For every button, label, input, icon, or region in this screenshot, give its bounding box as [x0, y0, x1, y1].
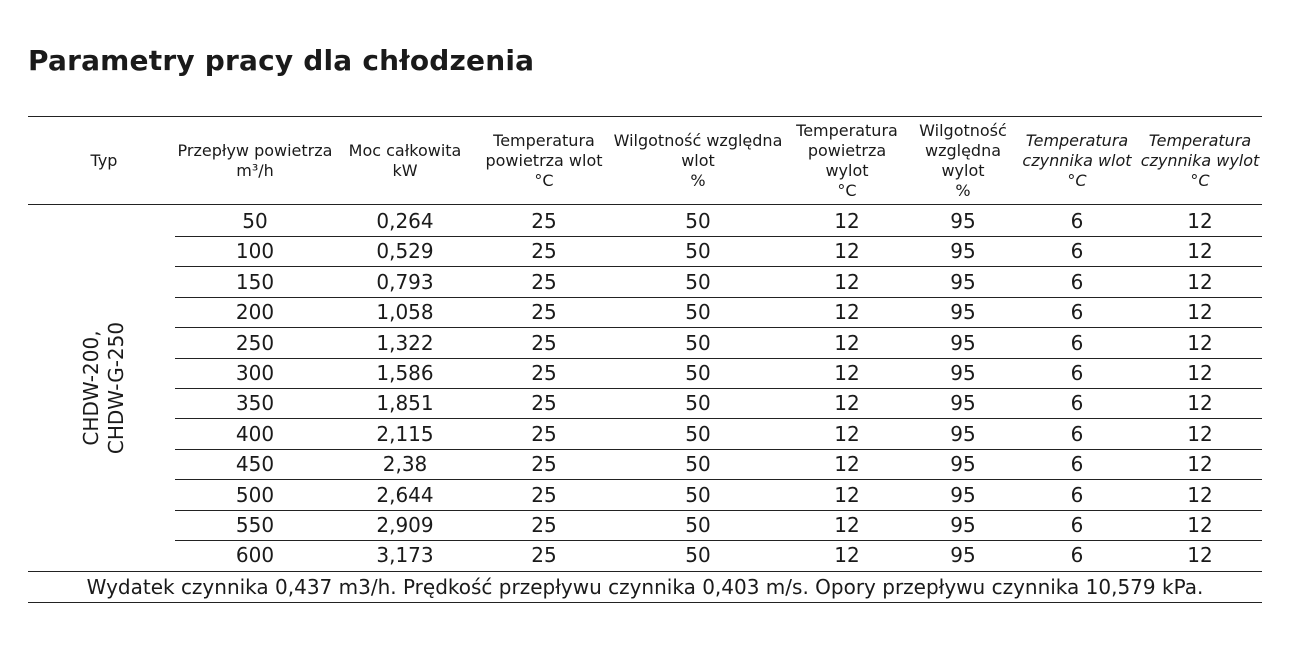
cell-humidity-out: 95 [950, 330, 976, 355]
cell-total-power: 1,851 [376, 391, 434, 416]
cell-coolant-temp-out: 12 [1187, 391, 1213, 416]
header-line: Temperatura [1148, 131, 1252, 150]
cell-humidity-out: 95 [950, 482, 976, 507]
cell-humidity-out: 95 [950, 209, 976, 233]
cell-total-power: 2,38 [382, 452, 428, 477]
cell-humidity-out: 95 [950, 543, 976, 568]
cell-air-temp-in: 25 [531, 452, 557, 477]
cell-air-flow: 550 [235, 513, 275, 537]
cell-air-temp-out: 12 [834, 239, 860, 264]
cell-air-temp-in: 25 [531, 239, 557, 264]
cell-air-temp-out: 12 [834, 269, 860, 294]
type-label-line: CHDW-200, [79, 330, 103, 446]
header-line: °C [534, 171, 554, 190]
header-line: Temperatura [796, 121, 898, 140]
cell-coolant-temp-in: 6 [1070, 239, 1084, 264]
cell-coolant-temp-in: 6 [1070, 513, 1084, 537]
table-row [175, 419, 1262, 449]
table-row [175, 388, 1262, 418]
cell-total-power: 3,173 [376, 543, 434, 568]
cell-air-flow: 600 [235, 543, 275, 568]
header-typ [64, 118, 144, 204]
cell-air-flow: 200 [235, 300, 275, 325]
table-row [175, 358, 1262, 388]
cell-coolant-temp-in: 6 [1070, 543, 1084, 568]
cell-air-flow: 350 [235, 391, 275, 416]
header-bottom-rule [28, 204, 1262, 205]
cell-air-temp-out: 12 [834, 300, 860, 325]
cell-humidity-out: 95 [950, 513, 976, 537]
header-line: m³/h [236, 161, 274, 180]
header-line: wylot [941, 161, 985, 180]
cell-humidity-in: 50 [685, 269, 711, 294]
cell-coolant-temp-in: 6 [1070, 300, 1084, 325]
table-row [175, 206, 1262, 236]
type-label-line: CHDW-G-250 [104, 321, 128, 455]
cell-humidity-in: 50 [685, 300, 711, 325]
table-row [175, 297, 1262, 327]
cell-air-flow: 300 [235, 361, 275, 385]
header-line: % [690, 171, 706, 190]
header-line: Moc całkowita [348, 141, 462, 160]
table-top-rule [28, 116, 1262, 117]
header-line: czynnika wylot [1140, 151, 1260, 170]
cell-coolant-temp-in: 6 [1070, 482, 1084, 507]
table-footer-note: Wydatek czynnika 0,437 m3/h. Prędkość przepływu czynnika 0,403 m/s. Opory przepływu czynnika 10,579 kPa. [86, 575, 1204, 599]
cell-coolant-temp-out: 12 [1187, 300, 1213, 325]
cell-air-temp-out: 12 [834, 209, 860, 233]
table-row [175, 236, 1262, 266]
cell-air-flow: 150 [235, 269, 275, 294]
cell-coolant-temp-out: 12 [1187, 452, 1213, 477]
cell-total-power: 0,793 [376, 269, 434, 294]
cell-coolant-temp-in: 6 [1070, 421, 1084, 446]
header-moc-calkowita [340, 118, 470, 204]
header-line: powietrza [807, 141, 887, 160]
cell-total-power: 1,058 [376, 300, 434, 325]
cell-air-flow: 250 [235, 330, 275, 355]
cell-total-power: 0,529 [376, 239, 434, 264]
cell-coolant-temp-out: 12 [1187, 543, 1213, 568]
header-line: Typ [90, 151, 118, 170]
cell-air-temp-in: 25 [531, 361, 557, 385]
header-line: Wilgotność [919, 121, 1007, 140]
cell-coolant-temp-out: 12 [1187, 239, 1213, 264]
cell-coolant-temp-out: 12 [1187, 421, 1213, 446]
cell-air-temp-in: 25 [531, 421, 557, 446]
type-cell [64, 205, 144, 571]
cell-air-flow: 500 [235, 482, 275, 507]
cell-air-temp-out: 12 [834, 391, 860, 416]
cell-humidity-in: 50 [685, 513, 711, 537]
cell-air-temp-out: 12 [834, 361, 860, 385]
cell-air-temp-out: 12 [834, 330, 860, 355]
cell-humidity-out: 95 [950, 239, 976, 264]
cell-air-temp-out: 12 [834, 452, 860, 477]
table-row [175, 540, 1262, 570]
cell-coolant-temp-out: 12 [1187, 513, 1213, 537]
cell-air-flow: 100 [235, 239, 275, 264]
footer-bottom-rule [28, 602, 1262, 603]
cell-humidity-out: 95 [950, 391, 976, 416]
cell-coolant-temp-in: 6 [1070, 452, 1084, 477]
cell-air-temp-in: 25 [531, 482, 557, 507]
cell-air-temp-out: 12 [834, 543, 860, 568]
cell-coolant-temp-in: 6 [1070, 361, 1084, 385]
cell-air-temp-in: 25 [531, 513, 557, 537]
cell-coolant-temp-out: 12 [1187, 361, 1213, 385]
table-row [175, 510, 1262, 540]
page-title: Parametry pracy dla chłodzenia [28, 44, 535, 77]
cell-humidity-in: 50 [685, 361, 711, 385]
header-line: °C [1190, 171, 1210, 190]
cell-air-flow: 450 [235, 452, 275, 477]
cell-air-temp-in: 25 [531, 209, 557, 233]
cell-humidity-out: 95 [950, 452, 976, 477]
header-wilgotnosc-wlot [610, 118, 786, 204]
cell-air-flow: 400 [235, 421, 275, 446]
cell-humidity-in: 50 [685, 239, 711, 264]
cell-humidity-out: 95 [950, 269, 976, 294]
header-line: Temperatura [493, 131, 595, 150]
cell-air-temp-out: 12 [834, 482, 860, 507]
cell-air-temp-in: 25 [531, 543, 557, 568]
cell-coolant-temp-out: 12 [1187, 482, 1213, 507]
cell-total-power: 2,644 [376, 482, 434, 507]
cell-humidity-out: 95 [950, 361, 976, 385]
cell-air-temp-out: 12 [834, 513, 860, 537]
table-row [175, 328, 1262, 358]
header-przeplyw-powietrza [175, 118, 335, 204]
cell-air-temp-in: 25 [531, 391, 557, 416]
cell-air-temp-in: 25 [531, 269, 557, 294]
header-line: kW [392, 161, 418, 180]
cell-total-power: 2,115 [376, 421, 434, 446]
header-temperatura-powietrza-wlot [482, 118, 606, 204]
header-line: względna [924, 141, 1002, 160]
cell-total-power: 2,909 [376, 513, 434, 537]
header-temperatura-czynnika-wlot [1020, 118, 1134, 204]
header-line: powietrza wlot [485, 151, 603, 170]
cell-coolant-temp-out: 12 [1187, 330, 1213, 355]
cell-air-temp-in: 25 [531, 330, 557, 355]
cell-humidity-in: 50 [685, 482, 711, 507]
header-line: °C [837, 181, 857, 200]
cell-humidity-in: 50 [685, 452, 711, 477]
cell-coolant-temp-in: 6 [1070, 209, 1084, 233]
header-wilgotnosc-wylot [910, 118, 1016, 204]
header-line: wlot [681, 151, 715, 170]
header-line: czynnika wlot [1022, 151, 1132, 170]
cell-total-power: 1,322 [376, 330, 434, 355]
header-line: Temperatura [1025, 131, 1129, 150]
header-line: wylot [825, 161, 869, 180]
cell-coolant-temp-out: 12 [1187, 209, 1213, 233]
header-line: °C [1067, 171, 1087, 190]
cell-coolant-temp-in: 6 [1070, 269, 1084, 294]
cell-air-temp-in: 25 [531, 300, 557, 325]
cell-total-power: 0,264 [376, 209, 434, 233]
cell-humidity-in: 50 [685, 209, 711, 233]
cell-humidity-out: 95 [950, 421, 976, 446]
cell-humidity-in: 50 [685, 421, 711, 446]
type-label [79, 322, 129, 454]
cell-total-power: 1,586 [376, 361, 434, 385]
header-line: Wilgotność względna [613, 131, 783, 150]
header-temperatura-powietrza-wylot [790, 118, 904, 204]
cell-humidity-in: 50 [685, 543, 711, 568]
cell-air-temp-out: 12 [834, 421, 860, 446]
header-line: Przepływ powietrza [177, 141, 333, 160]
cell-air-flow: 50 [242, 209, 268, 233]
table-row [175, 449, 1262, 479]
cell-humidity-in: 50 [685, 391, 711, 416]
header-line: % [955, 181, 971, 200]
table-row [175, 480, 1262, 510]
cell-humidity-in: 50 [685, 330, 711, 355]
header-temperatura-czynnika-wylot [1138, 118, 1262, 204]
cell-coolant-temp-in: 6 [1070, 330, 1084, 355]
table-row [175, 267, 1262, 297]
cell-humidity-out: 95 [950, 300, 976, 325]
cell-coolant-temp-out: 12 [1187, 269, 1213, 294]
cell-coolant-temp-in: 6 [1070, 391, 1084, 416]
